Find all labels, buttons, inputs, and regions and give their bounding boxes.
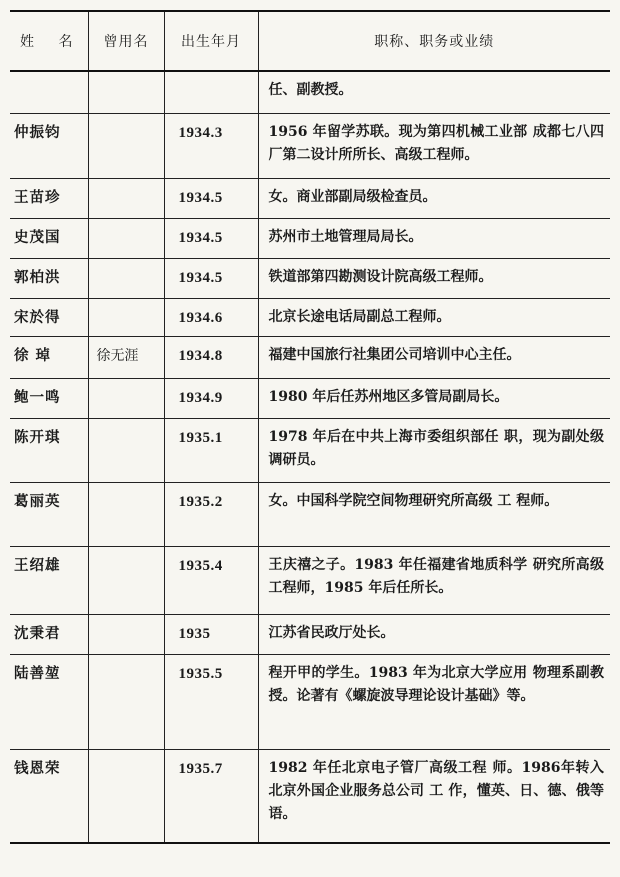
cell-description: 北京长途电话局副总工程师。: [258, 298, 610, 336]
cell-alias: [88, 258, 164, 298]
cell-birth: 1934.5: [164, 258, 258, 298]
header-alias: 曾用名: [88, 11, 164, 71]
cell-birth: 1935.7: [164, 749, 258, 843]
cell-alias: [88, 749, 164, 843]
cell-description: 程开甲的学生。1983 年为北京大学应用 物理系副教授。论著有《螺旋波导理论设计基础》等。: [258, 654, 610, 749]
table-row: [10, 378, 610, 418]
cell-alias: [88, 614, 164, 654]
cell-description: 1956 年留学苏联。现为第四机械工业部 成都七八四厂第二设计所所长、高级工程师。: [258, 113, 610, 178]
table-row: [10, 482, 610, 546]
table-header-row: [10, 11, 610, 71]
table-row: [10, 336, 610, 378]
cell-name: 钱恩荣: [10, 749, 88, 843]
cell-birth: 1934.5: [164, 178, 258, 218]
header-birth: 出生年月: [164, 11, 258, 71]
cell-birth: 1934.9: [164, 378, 258, 418]
cell-name: 郭柏洪: [10, 258, 88, 298]
cell-name: 鲍一鸣: [10, 378, 88, 418]
cell-birth: 1935.5: [164, 654, 258, 749]
table-row: [10, 418, 610, 482]
table-row: [10, 614, 610, 654]
cell-name: 宋於得: [10, 298, 88, 336]
cell-description: 1982 年任北京电子管厂高级工程 师。1986年转入北京外国企业服务总公司 工 作，懂英、日、德、俄等语。: [258, 749, 610, 843]
cell-alias: [88, 178, 164, 218]
cell-alias: [88, 298, 164, 336]
cell-birth: 1935.1: [164, 418, 258, 482]
cell-description: 铁道部第四勘测设计院高级工程师。: [258, 258, 610, 298]
personnel-table-container: [10, 10, 610, 844]
table-row: [10, 71, 610, 113]
cell-alias: [88, 482, 164, 546]
cell-description: 女。中国科学院空间物理研究所高级 工 程师。: [258, 482, 610, 546]
cell-name: 徐 琸: [10, 336, 88, 378]
cell-description: 江苏省民政厅处长。: [258, 614, 610, 654]
cell-description: 任、副教授。: [258, 71, 610, 113]
cell-description: 女。商业部副局级检查员。: [258, 178, 610, 218]
cell-birth: 1934.5: [164, 218, 258, 258]
cell-birth: 1934.6: [164, 298, 258, 336]
table-row: [10, 749, 610, 843]
header-name: 姓 名: [10, 11, 88, 71]
cell-name: 葛丽英: [10, 482, 88, 546]
cell-birth: 1935.4: [164, 546, 258, 614]
cell-name: 王苗珍: [10, 178, 88, 218]
table-row: [10, 258, 610, 298]
cell-alias: [88, 71, 164, 113]
cell-name: 王绍雄: [10, 546, 88, 614]
cell-description: 苏州市土地管理局局长。: [258, 218, 610, 258]
personnel-table: [10, 10, 610, 844]
cell-name: 沈秉君: [10, 614, 88, 654]
cell-birth: [164, 71, 258, 113]
cell-birth: 1935: [164, 614, 258, 654]
cell-alias: [88, 654, 164, 749]
table-row: [10, 178, 610, 218]
cell-description: 1978 年后在中共上海市委组织部任 职，现为副处级调研员。: [258, 418, 610, 482]
cell-alias: [88, 218, 164, 258]
cell-alias: [88, 378, 164, 418]
cell-alias: 徐无涯: [88, 336, 164, 378]
header-description: 职称、职务或业绩: [258, 11, 610, 71]
cell-description: 王庆禧之子。1983 年任福建省地质科学 研究所高级工程师，1985 年后任所长。: [258, 546, 610, 614]
cell-description: 1980 年后任苏州地区多管局副局长。: [258, 378, 610, 418]
cell-alias: [88, 418, 164, 482]
cell-birth: 1934.3: [164, 113, 258, 178]
table-row: [10, 298, 610, 336]
cell-birth: 1935.2: [164, 482, 258, 546]
cell-birth: 1934.8: [164, 336, 258, 378]
cell-alias: [88, 546, 164, 614]
cell-name: [10, 71, 88, 113]
cell-alias: [88, 113, 164, 178]
cell-description: 福建中国旅行社集团公司培训中心主任。: [258, 336, 610, 378]
table-row: [10, 546, 610, 614]
cell-name: 仲振钧: [10, 113, 88, 178]
cell-name: 史茂国: [10, 218, 88, 258]
cell-name: 陈开琪: [10, 418, 88, 482]
table-row: [10, 218, 610, 258]
table-row: [10, 113, 610, 178]
table-row: [10, 654, 610, 749]
cell-name: 陆善堃: [10, 654, 88, 749]
